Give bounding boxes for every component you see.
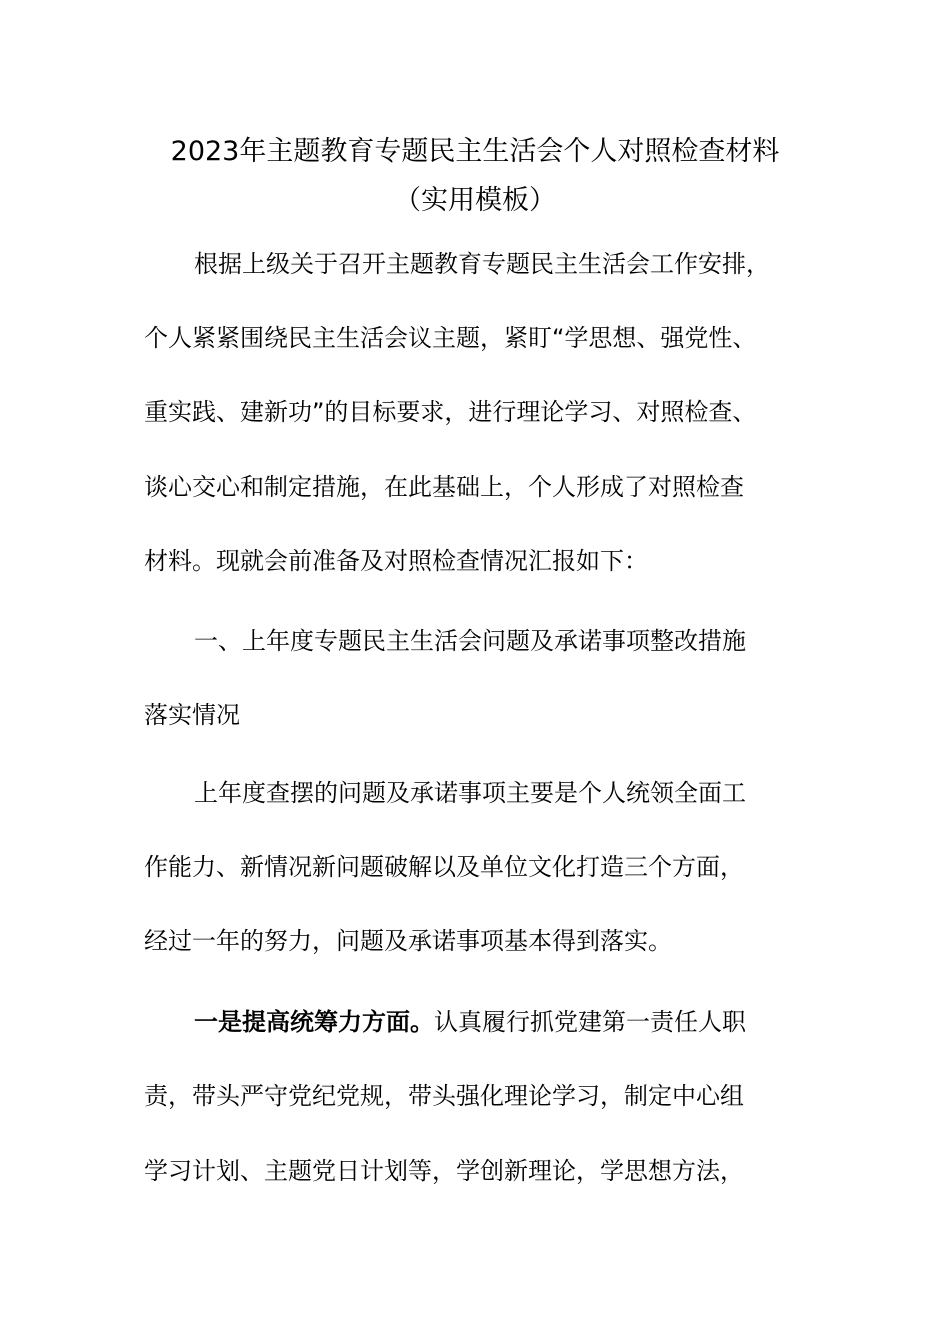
paragraph-line: 责，带头严守党纪党规，带头强化理论学习，制定中心组: [144, 1082, 744, 1110]
document-subtitle: （实用模板）: [394, 185, 556, 216]
paragraph-line: 学习计划、主题党日计划等，学创新理论，学思想方法，: [144, 1157, 744, 1185]
paragraph-line: [194, 1004, 746, 1040]
paragraph-line: 重实践、建新功”的目标要求，进行理论学习、对照检查、: [144, 398, 757, 426]
section-heading: 一、上年度专题民主生活会问题及承诺事项整改措施: [194, 627, 746, 655]
bold-lead-text: 一是提高统筹力方面。: [194, 1008, 434, 1036]
document-title: 2023年主题教育专题民主生活会个人对照检查材料: [170, 136, 780, 167]
section-heading-continued: 落实情况: [144, 701, 240, 729]
lead-rest-text: 认真履行抓党建第一责任人职: [434, 1008, 746, 1036]
paragraph-line: 根据上级关于召开主题教育专题民主生活会工作安排，: [194, 250, 770, 278]
paragraph-line: 个人紧紧围绕民主生活会议主题，紧盯“学思想、强党性、: [144, 324, 757, 352]
paragraph-line: 上年度查摆的问题及承诺事项主要是个人统领全面工: [194, 779, 746, 807]
paragraph-line: 谈心交心和制定措施，在此基础上，个人形成了对照检查: [144, 473, 744, 501]
paragraph-line: 材料。现就会前准备及对照检查情况汇报如下：: [144, 547, 648, 575]
paragraph-line: 经过一年的努力，问题及承诺事项基本得到落实。: [144, 927, 672, 955]
paragraph-line: 作能力、新情况新问题破解以及单位文化打造三个方面，: [144, 853, 744, 881]
